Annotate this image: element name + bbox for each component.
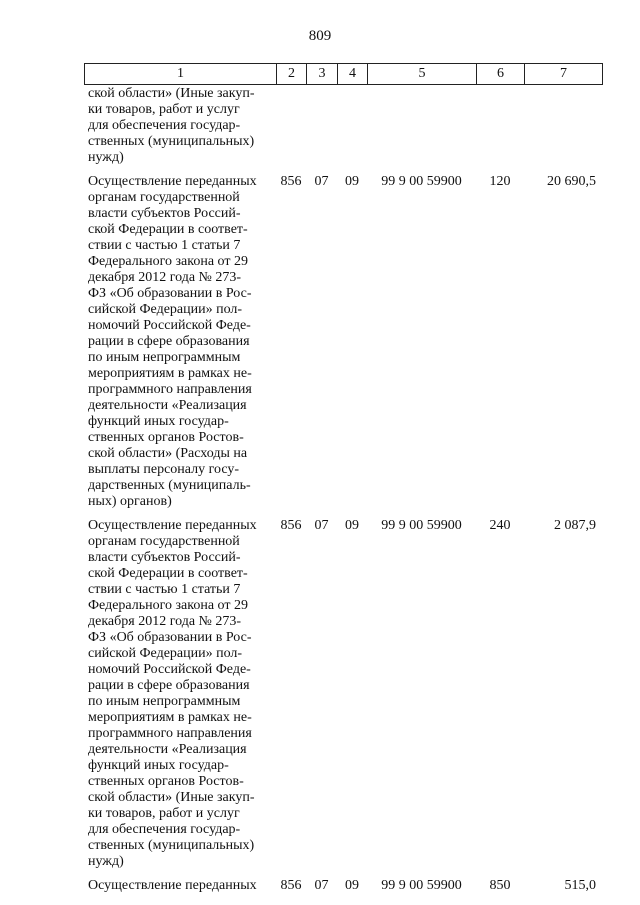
target-article-cell: 99 9 00 59900 <box>381 174 462 189</box>
description-line: номочий Российской Феде- <box>88 318 251 333</box>
column-header-row <box>85 64 603 85</box>
description-line: Осуществление переданных <box>88 174 257 189</box>
description-line: Осуществление переданных <box>88 878 257 893</box>
description-line: ственных органов Ростов- <box>88 774 244 789</box>
description-line: ственных органов Ростов- <box>88 430 244 445</box>
description-line: органам государственной <box>88 534 240 549</box>
description-line: для обеспечения государ- <box>88 822 241 837</box>
ministry-code-cell: 856 <box>280 174 302 189</box>
table-row <box>84 174 602 510</box>
description-line: декабря 2012 года № 273- <box>88 270 242 285</box>
amount-cell: 20 690,5 <box>547 174 596 189</box>
table-row <box>84 86 602 166</box>
column-header-7: 7 <box>525 64 603 85</box>
ministry-code-cell: 856 <box>280 518 302 533</box>
description-line: сийской Федерации» пол- <box>88 646 243 661</box>
description-line: мероприятиям в рамках не- <box>88 366 252 381</box>
column-header-3: 3 <box>307 64 338 85</box>
description-line: функций иных государ- <box>88 414 229 429</box>
description-line: программного направления <box>88 726 252 741</box>
description-line: ской области» (Иные закуп- <box>88 790 255 805</box>
target-article-cell: 99 9 00 59900 <box>381 518 462 533</box>
description-line: деятельности «Реализация <box>88 742 247 757</box>
amount-cell: 2 087,9 <box>554 518 596 533</box>
description-line: по иным непрограммным <box>88 350 241 365</box>
description-cell <box>84 518 276 870</box>
expense-type-cell: 120 <box>489 174 511 189</box>
description-line: органам государственной <box>88 190 240 205</box>
description-cell <box>84 174 276 510</box>
description-cell <box>84 878 276 894</box>
target-article-cell: 99 9 00 59900 <box>381 878 462 893</box>
description-line: для обеспечения государ- <box>88 118 241 133</box>
description-line: ской Федерации в соответ- <box>88 566 248 581</box>
description-line: функций иных государ- <box>88 758 229 773</box>
subsection-cell: 09 <box>345 518 359 533</box>
subsection-cell: 09 <box>345 174 359 189</box>
column-header-table <box>84 63 603 85</box>
subsection-cell: 09 <box>345 878 359 893</box>
section-cell: 07 <box>314 174 329 189</box>
column-header-6: 6 <box>477 64 525 85</box>
description-line: ской области» (Иные закуп- <box>88 86 255 101</box>
section-cell: 07 <box>314 878 329 893</box>
description-line: ствии с частью 1 статьи 7 <box>88 582 241 597</box>
description-line: Федерального закона от 29 <box>88 254 248 269</box>
section-cell <box>306 86 337 166</box>
description-line: рации в сфере образования <box>88 678 250 693</box>
description-line: номочий Российской Феде- <box>88 662 251 677</box>
column-header-5: 5 <box>368 64 477 85</box>
description-line: власти субъектов Россий- <box>88 550 241 565</box>
description-line: ки товаров, работ и услуг <box>88 102 240 117</box>
description-line: по иным непрограммным <box>88 694 241 709</box>
description-line: декабря 2012 года № 273- <box>88 614 242 629</box>
ministry-code-cell: 856 <box>280 878 302 893</box>
description-line: власти субъектов Россий- <box>88 206 241 221</box>
description-line: программного направления <box>88 382 252 397</box>
expense-type-cell: 240 <box>489 518 511 533</box>
column-header-1: 1 <box>85 64 277 85</box>
description-line: ФЗ «Об образовании в Рос- <box>88 630 252 645</box>
section-cell: 07 <box>314 518 329 533</box>
description-line: сийской Федерации» пол- <box>88 302 243 317</box>
description-line: ской области» (Расходы на <box>88 446 248 461</box>
description-line: ственных (муниципальных) <box>88 838 255 853</box>
description-line: ных) органов) <box>88 494 172 509</box>
expense-type-cell: 850 <box>489 878 511 893</box>
description-line: ФЗ «Об образовании в Рос- <box>88 286 252 301</box>
table-row <box>84 878 602 894</box>
description-line: выплаты персоналу госу- <box>88 462 240 477</box>
target-article-cell <box>367 86 476 166</box>
column-header-2: 2 <box>277 64 307 85</box>
description-line: дарственных (муниципаль- <box>88 478 251 493</box>
amount-cell <box>524 86 602 166</box>
table-row <box>84 518 602 870</box>
description-line: рации в сфере образования <box>88 334 250 349</box>
description-cell <box>84 86 276 166</box>
description-line: нужд) <box>88 150 124 165</box>
description-line: нужд) <box>88 854 124 869</box>
description-line: мероприятиям в рамках не- <box>88 710 252 725</box>
description-line: ской Федерации в соответ- <box>88 222 248 237</box>
subsection-cell <box>337 86 367 166</box>
budget-table-body <box>84 86 602 894</box>
description-line: ки товаров, работ и услуг <box>88 806 240 821</box>
description-line: Осуществление переданных <box>88 518 257 533</box>
ministry-code-cell <box>276 86 306 166</box>
column-header-4: 4 <box>338 64 368 85</box>
amount-cell: 515,0 <box>564 878 596 893</box>
description-line: деятельности «Реализация <box>88 398 247 413</box>
expense-type-cell <box>476 86 524 166</box>
page-number: 809 <box>308 28 332 44</box>
description-line: ствии с частью 1 статьи 7 <box>88 238 241 253</box>
description-line: Федерального закона от 29 <box>88 598 248 613</box>
description-line: ственных (муниципальных) <box>88 134 255 149</box>
